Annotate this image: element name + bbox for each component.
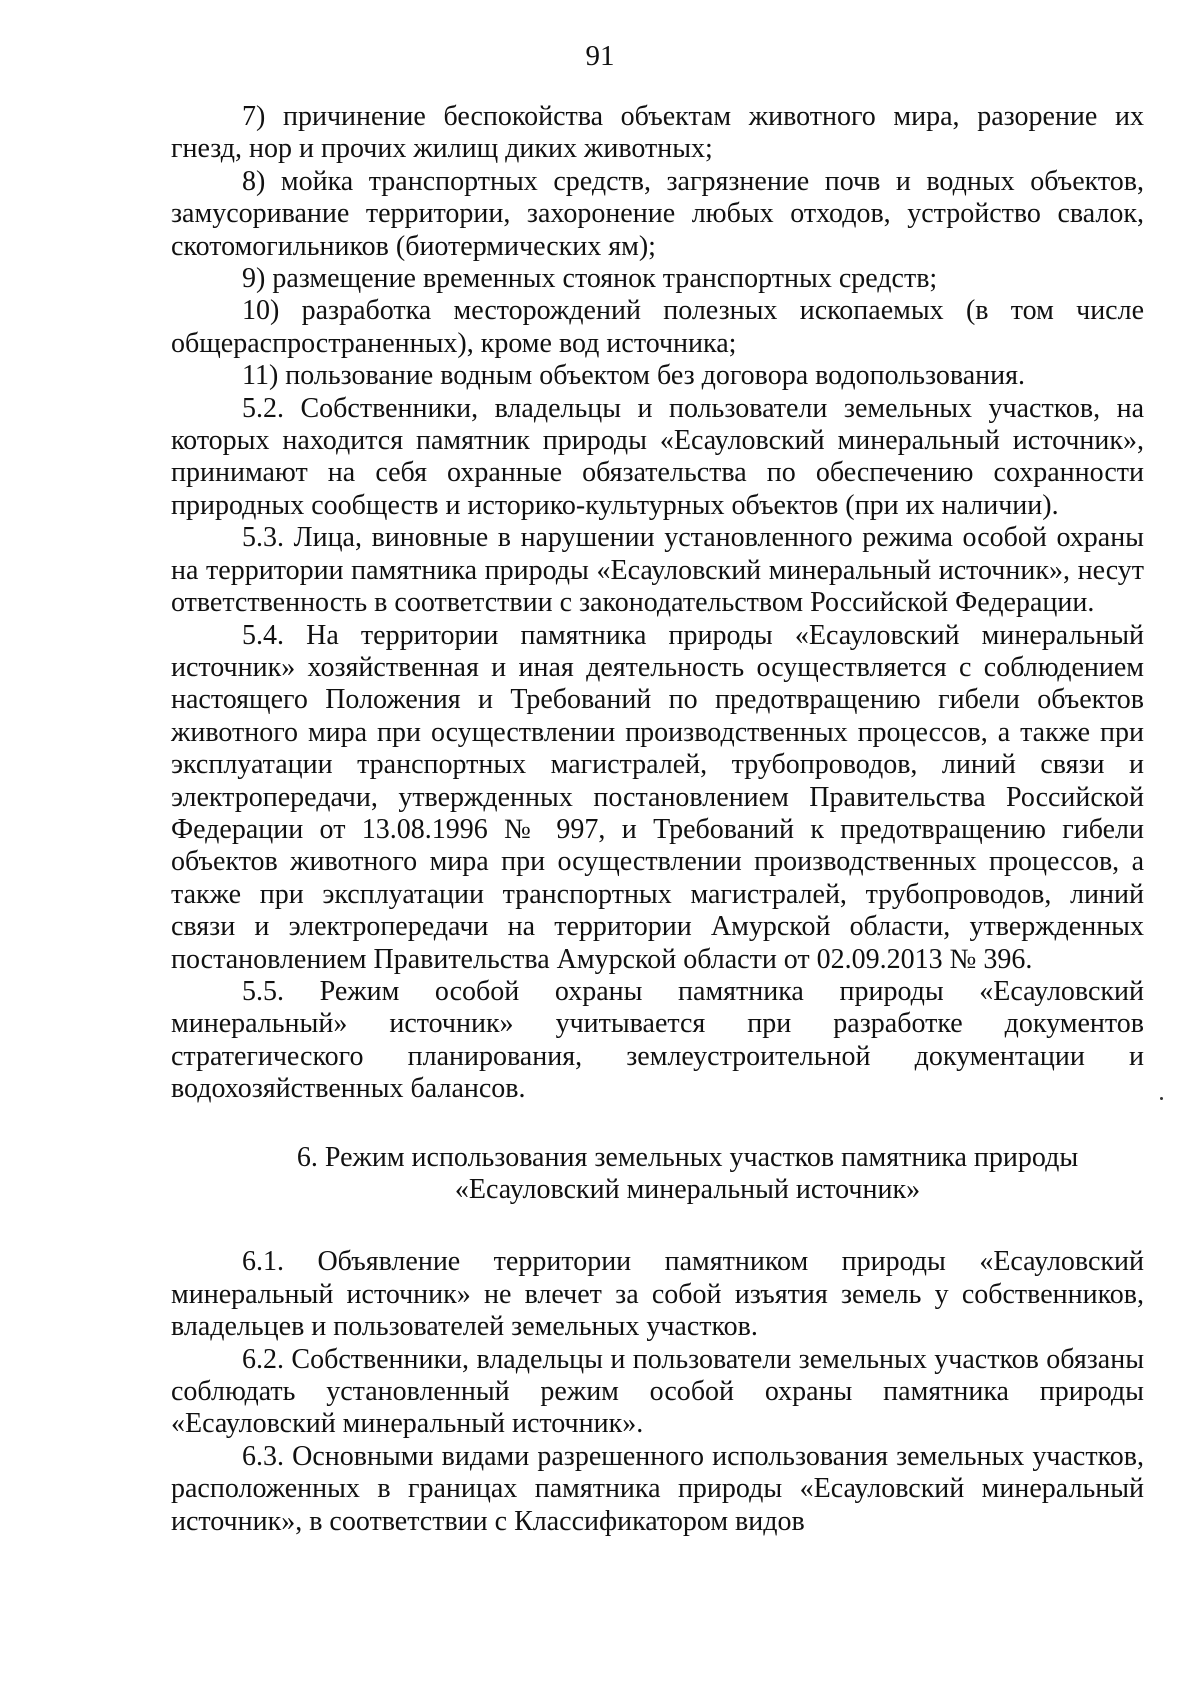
document-body (171, 101, 1144, 1538)
list-item-11: 11) пользование водным объектом без договора водопользования. (242, 360, 1025, 392)
list-item-10: 10) разработка месторождений полезных ископаемых (в том числе общераспространенных), кроме вод источника; (171, 295, 1144, 359)
clause-5-3: 5.3. Лица, виновные в нарушении установленного режима особой охраны на территории памятника природы «Есауловский минеральный источник», несут ответственность в соответствии с законодательством Российской Федерации. (171, 522, 1144, 619)
page-number: 91 (585, 40, 615, 72)
section-heading-line-1: 6. Режим использования земельных участков памятника природы (296, 1141, 1079, 1173)
clause-6-2: 6.2. Собственники, владельцы и пользователи земельных участков обязаны соблюдать установленный режим особой охраны памятника природы «Есауловский минеральный источник». (171, 1343, 1144, 1440)
section-heading-line-2: «Есауловский минеральный источник» (454, 1174, 921, 1205)
clause-6-3: 6.3. Основными видами разрешенного использования земельных участков, расположенных в границах памятника природы «Есауловский минеральный источник», в соответствии с Классификатором видов (171, 1440, 1144, 1537)
list-item-8: 8) мойка транспортных средств, загрязнение почв и водных объектов, замусоривание территории, захоронение любых отходов, устройство свалок, скотомогильников (биотермических ям); (171, 165, 1144, 262)
margin-mark (1160, 1097, 1163, 1100)
clause-5-4: 5.4. На территории памятника природы «Есауловский минеральный источник» хозяйственная и иная деятельность осуществляется с соблюдением настоящего Положения и Требований по предотвращению гибели объектов животного мира при осуществлении производственных процессов, а также при эксплуатации транспортных магистралей, трубопроводов, линий связи и электропередачи, утвержденных постановлением Правительства Российской Федерации от 13.08.1996 № 997, и Требований к предотвращению гибели объектов животного мира при осуществлении производственных процессов, а также при эксплуатации транспортных магистралей, трубопроводов, линий связи и электропередачи на территории Амурской области, утвержденных постановлением Правительства Амурской области от 02.09.2013 № 396. (171, 619, 1144, 975)
section-heading (171, 1142, 1144, 1207)
list-item-7: 7) причинение беспокойства объектам животного мира, разорение их гнезд, нор и прочих жилищ диких животных; (171, 101, 1144, 165)
list-item-9: 9) размещение временных стоянок транспортных средств; (242, 263, 938, 295)
clause-6-1: 6.1. Объявление территории памятником природы «Есауловский минеральный источник» не влечет за собой изъятия земель у собственников, владельцев и пользователей земельных участков. (171, 1246, 1144, 1343)
clause-5-2: 5.2. Собственники, владельцы и пользователи земельных участков, на которых находится памятник природы «Есауловский минеральный источник», принимают на себя охранные обязательства по обеспечению сохранности природных сообществ и историко-культурных объектов (при их наличии). (171, 392, 1144, 521)
clause-5-5: 5.5. Режим особой охраны памятника природы «Есауловский минеральный» источник» учитывается при разработке документов стратегического планирования, землеустроительной документации и водохозяйственных балансов. (171, 975, 1144, 1105)
